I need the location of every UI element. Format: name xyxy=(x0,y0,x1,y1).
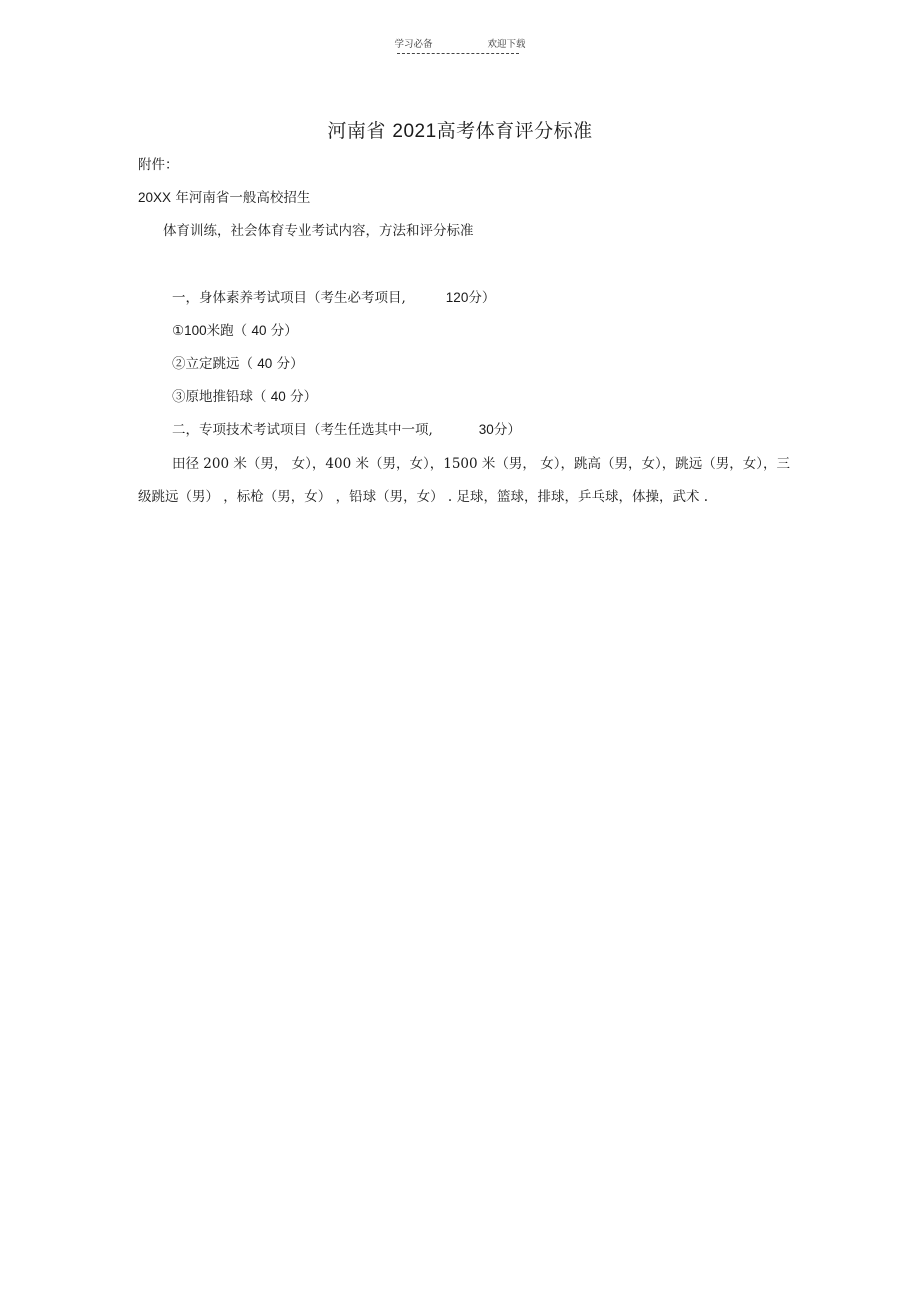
section2-heading xyxy=(172,418,521,438)
section2-points: 30 xyxy=(478,422,494,437)
subtitle-text: 年河南省一般高校招生 xyxy=(175,190,311,206)
title-prefix: 河南省 xyxy=(327,120,386,142)
section1-heading xyxy=(172,286,495,306)
subtitle-line xyxy=(138,186,310,206)
item2-label: ②立定跳远（ xyxy=(172,356,253,372)
section1-heading-text: 一，身体素养考试项目（考生必考项目, xyxy=(172,290,406,306)
item2-unit: 分） xyxy=(276,356,304,372)
header-left-text: 学习必备 xyxy=(394,39,433,50)
document-title xyxy=(0,116,920,143)
header-dashed-rule xyxy=(397,53,519,54)
item2-score: 40 xyxy=(257,356,273,371)
title-year: 2021 xyxy=(392,121,437,142)
section1-unit: 分） xyxy=(468,290,496,306)
section1-item-2 xyxy=(172,352,304,372)
item1-marker: ① xyxy=(172,323,185,339)
item3-score: 40 xyxy=(270,389,286,404)
section1-points: 120 xyxy=(445,290,469,305)
header-right-text: 欢迎下载 xyxy=(487,39,526,50)
title-suffix: 高考体育评分标准 xyxy=(436,120,593,142)
section1-item-1 xyxy=(172,319,298,339)
item1-score: 40 xyxy=(251,323,267,338)
item3-label: ③原地推铅球（ xyxy=(172,389,267,405)
item3-unit: 分） xyxy=(290,389,318,405)
section2-unit: 分） xyxy=(493,422,521,438)
intro-line: 体育训练，社会体育专业考试内容，方法和评分标准 xyxy=(163,223,474,239)
section2-body: 田径 200 米（男， 女），400 米（男，女），1500 米（男， 女），跳高（男，女），跳远（男，女），三级跳远（男） ，标枪（男，女） ，铅球（男，女） . 足球，篮球，排球，乒乓球，体操，武术 . xyxy=(138,456,790,505)
subtitle-year: 20XX xyxy=(138,190,172,205)
section2-heading-text: 二，专项技术考试项目（考生任选其中一项, xyxy=(172,422,433,438)
section1-item-3 xyxy=(172,385,317,405)
item1-label: 米跑（ xyxy=(206,323,248,339)
item1-distance: 100 xyxy=(184,323,207,338)
page-header xyxy=(0,36,920,50)
attachment-label: 附件： xyxy=(138,157,179,173)
item1-unit: 分） xyxy=(270,323,298,339)
